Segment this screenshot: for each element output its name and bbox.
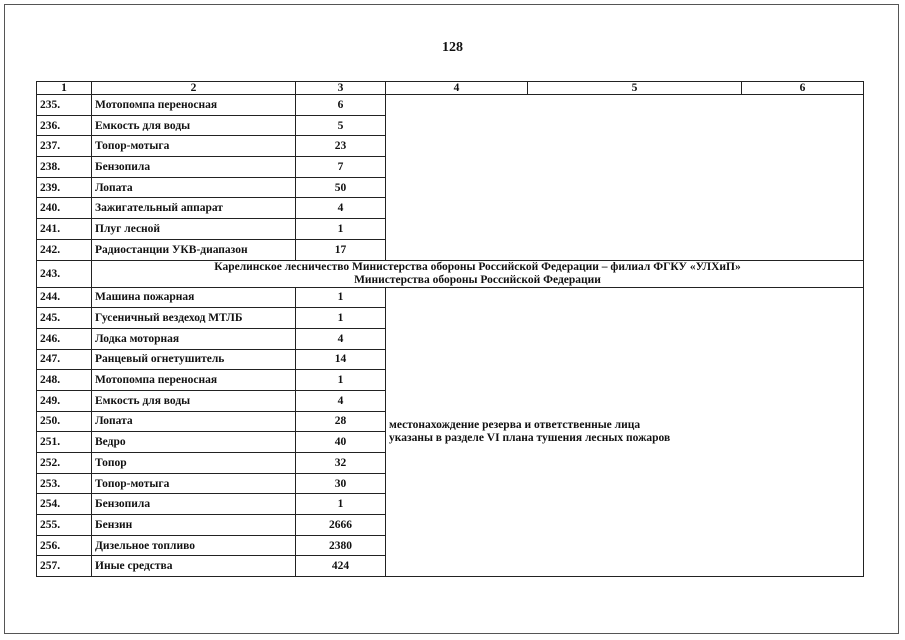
row-quantity: 2380 [296, 535, 386, 556]
row-number: 244. [37, 287, 92, 308]
row-item-name: Лопата [92, 411, 296, 432]
table-row [37, 287, 864, 308]
row-quantity: 50 [296, 177, 386, 198]
row-number: 235. [37, 95, 92, 116]
row-item-name: Иные средства [92, 556, 296, 577]
row-item-name: Емкость для воды [92, 390, 296, 411]
header-col-2: 2 [92, 82, 296, 95]
row-number: 252. [37, 453, 92, 474]
table-row [37, 95, 864, 116]
row-quantity: 40 [296, 432, 386, 453]
row-quantity: 30 [296, 473, 386, 494]
row-number: 236. [37, 115, 92, 136]
row-quantity: 32 [296, 453, 386, 474]
row-item-name: Бензин [92, 515, 296, 536]
row-quantity: 23 [296, 136, 386, 157]
row-number: 256. [37, 535, 92, 556]
row-item-name: Гусеничный вездеход МТЛБ [92, 308, 296, 329]
row-item-name: Дизельное топливо [92, 535, 296, 556]
row-number: 248. [37, 370, 92, 391]
row-quantity: 2666 [296, 515, 386, 536]
section-number: 243. [37, 260, 92, 287]
header-col-1: 1 [37, 82, 92, 95]
reserve-note-line-1: местонахождение резерва и ответственные лица [389, 418, 641, 431]
row-quantity: 14 [296, 349, 386, 370]
reserve-note-line-2: указаны в разделе VI плана тушения лесных пожаров [389, 431, 671, 444]
row-quantity: 1 [296, 370, 386, 391]
row-item-name: Мотопомпа переносная [92, 370, 296, 391]
row-number: 241. [37, 219, 92, 240]
row-number: 250. [37, 411, 92, 432]
header-row [37, 82, 864, 95]
row-quantity: 1 [296, 308, 386, 329]
row-quantity: 4 [296, 390, 386, 411]
row-number: 239. [37, 177, 92, 198]
row-item-name: Бензопила [92, 494, 296, 515]
row-item-name: Бензопила [92, 157, 296, 178]
row-number: 245. [37, 308, 92, 329]
row-number: 240. [37, 198, 92, 219]
row-item-name: Зажигательный аппарат [92, 198, 296, 219]
row-quantity: 1 [296, 287, 386, 308]
row-item-name: Лодка моторная [92, 328, 296, 349]
row-quantity: 7 [296, 157, 386, 178]
row-number: 249. [37, 390, 92, 411]
row-number: 247. [37, 349, 92, 370]
row-item-name: Радиостанции УКВ-диапазон [92, 239, 296, 260]
row-quantity: 28 [296, 411, 386, 432]
row-item-name: Лопата [92, 177, 296, 198]
header-col-6: 6 [742, 82, 864, 95]
row-quantity: 1 [296, 219, 386, 240]
row-quantity: 4 [296, 198, 386, 219]
section-title-line-1: Карелинское лесничество Министерства обороны Российской Федерации – филиал ФГКУ «УЛХиП» [214, 260, 741, 273]
row-quantity: 1 [296, 494, 386, 515]
header-col-4: 4 [386, 82, 528, 95]
row-item-name: Топор-мотыга [92, 136, 296, 157]
row-item-name: Емкость для воды [92, 115, 296, 136]
blank-merged-cell [386, 95, 864, 261]
row-quantity: 4 [296, 328, 386, 349]
section-title [92, 260, 864, 287]
row-number: 251. [37, 432, 92, 453]
row-number: 242. [37, 239, 92, 260]
row-number: 255. [37, 515, 92, 536]
row-quantity: 6 [296, 95, 386, 116]
row-item-name: Мотопомпа переносная [92, 95, 296, 116]
row-item-name: Ведро [92, 432, 296, 453]
row-number: 238. [37, 157, 92, 178]
header-col-5: 5 [528, 82, 742, 95]
row-quantity: 17 [296, 239, 386, 260]
row-number: 237. [37, 136, 92, 157]
reserve-note [386, 287, 864, 577]
section-title-line-2: Министерства обороны Российской Федерации [354, 273, 601, 286]
row-item-name: Ранцевый огнетушитель [92, 349, 296, 370]
resource-table [36, 81, 864, 577]
row-quantity: 424 [296, 556, 386, 577]
row-item-name: Топор [92, 453, 296, 474]
page-number: 128 [442, 40, 463, 55]
row-quantity: 5 [296, 115, 386, 136]
row-number: 257. [37, 556, 92, 577]
row-number: 246. [37, 328, 92, 349]
row-item-name: Плуг лесной [92, 219, 296, 240]
section-row [37, 260, 864, 287]
row-number: 254. [37, 494, 92, 515]
row-item-name: Топор-мотыга [92, 473, 296, 494]
row-item-name: Машина пожарная [92, 287, 296, 308]
row-number: 253. [37, 473, 92, 494]
header-col-3: 3 [296, 82, 386, 95]
